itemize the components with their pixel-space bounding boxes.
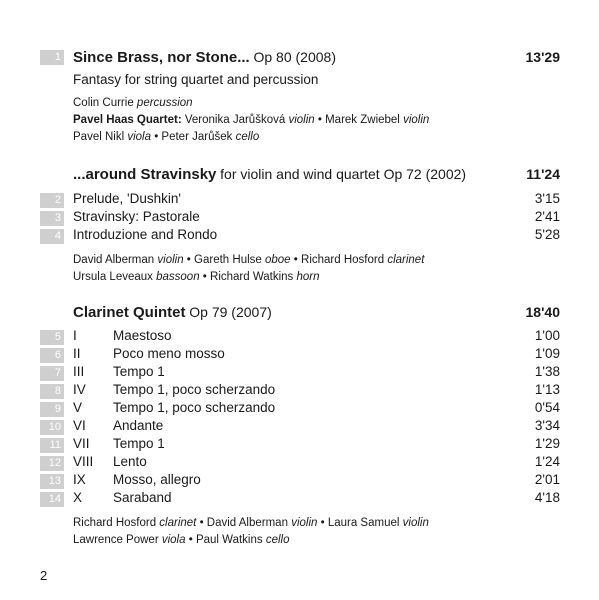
track-row: [40, 345, 560, 363]
track-duration: 1'38: [534, 364, 560, 379]
track-number: 13: [40, 474, 64, 489]
performer-name: Laura Samuel: [327, 517, 400, 529]
track-number: 1: [40, 50, 64, 65]
track-title: Prelude, 'Dushkin': [73, 191, 181, 206]
work-title-main: Clarinet Quintet: [73, 304, 186, 321]
movement-numeral: I: [73, 328, 77, 343]
work-since-brass: [40, 47, 560, 146]
work-opus: Op 80 (2008): [253, 49, 336, 65]
track-duration: 3'34: [534, 418, 560, 433]
performer-name: Gareth Hulse: [194, 254, 262, 266]
movement-numeral: X: [73, 490, 83, 505]
performer-role: violin: [402, 517, 429, 529]
track-duration: 1'09: [534, 346, 560, 361]
track-row: [40, 435, 560, 453]
track-number: 7: [40, 366, 64, 381]
track-title: Mosso, allegro: [113, 472, 201, 487]
performer-name: Ursula Leveaux: [73, 271, 153, 283]
track-number: 3: [40, 211, 64, 226]
credit-line: Pavel Haas Quartet: Veronika Jarůšková violin • Marek Zwiebel violin: [73, 114, 430, 126]
performer-role: violin: [157, 254, 184, 266]
performer-credits: [40, 515, 560, 549]
track-title: Poco meno mosso: [113, 346, 225, 361]
movement-numeral: V: [73, 400, 83, 415]
track-number: 11: [40, 438, 64, 453]
page-number: 2: [40, 568, 48, 583]
track-title: Tempo 1, poco scherzando: [113, 382, 276, 397]
track-number: 10: [40, 420, 64, 435]
performer-name: Veronika Jarůšková: [184, 114, 286, 126]
track-duration: 3'15: [534, 191, 560, 206]
track-duration: 4'18: [534, 490, 560, 505]
work-duration: 11'24: [526, 166, 560, 182]
movement-numeral: IV: [73, 382, 86, 397]
work-title-main: Since Brass, nor Stone...: [73, 49, 250, 66]
credit-line: Lawrence Power viola • Paul Watkins cello: [73, 534, 290, 546]
track-number: 6: [40, 348, 64, 363]
track-title: Maestoso: [113, 328, 172, 343]
track-number: 2: [40, 193, 64, 208]
credit-line: [73, 95, 560, 112]
performer-name: Richard Watkins: [210, 271, 294, 283]
performer-role: oboe: [265, 254, 291, 266]
performer-role: violin: [403, 114, 430, 126]
work-opus: for violin and wind quartet Op 72 (2002): [220, 166, 467, 182]
track-number: 8: [40, 384, 64, 399]
track-title: Stravinsky: Pastorale: [73, 209, 200, 224]
performer-role: clarinet: [387, 254, 425, 266]
track-number: 5: [40, 330, 64, 345]
performer-name: David Alberman: [206, 517, 288, 529]
performer-name: Pavel Nikl: [73, 131, 125, 143]
credit-line: Richard Hosford clarinet • David Alberman violin • Laura Samuel violin: [73, 517, 429, 529]
track-number: 4: [40, 229, 64, 244]
performer-credits: [40, 252, 560, 286]
track-duration: 2'01: [534, 472, 560, 487]
track-duration: 0'54: [534, 400, 560, 415]
track-list: [40, 327, 560, 507]
performer-role: viola: [161, 534, 186, 546]
work-header: [40, 47, 560, 67]
work-title: [73, 302, 272, 323]
movement-numeral: VI: [73, 418, 86, 433]
track-row: [40, 489, 560, 507]
track-title: Lento: [113, 454, 147, 469]
performer-role: cello: [235, 131, 260, 143]
performer-name: Peter Jarůšek: [161, 131, 233, 143]
track-row: [40, 381, 560, 399]
performer-name: Paul Watkins: [195, 534, 263, 546]
credit-line: Pavel Nikl viola • Peter Jarůšek cello: [73, 131, 260, 143]
track-title: Saraband: [113, 490, 172, 505]
track-title: Tempo 1, poco scherzando: [113, 400, 276, 415]
track-duration: 5'28: [534, 227, 560, 242]
movement-numeral: VII: [73, 436, 90, 451]
work-title: [73, 164, 466, 185]
performer-role: clarinet: [159, 517, 197, 529]
performer-role: cello: [265, 534, 290, 546]
credit-line: Ursula Leveaux bassoon • Richard Watkins horn: [73, 271, 320, 283]
work-header: [40, 164, 560, 184]
work-subtitle: Fantasy for string quartet and percussion: [73, 72, 319, 87]
track-title: Tempo 1: [113, 364, 165, 379]
work-duration: 13'29: [525, 49, 560, 65]
track-number: 12: [40, 456, 64, 471]
work-title: [73, 47, 336, 68]
track-row: [40, 453, 560, 471]
performer-name: Richard Hosford: [73, 517, 157, 529]
track-row: [40, 190, 560, 208]
track-title: Tempo 1: [113, 436, 165, 451]
ensemble-name: Pavel Haas Quartet:: [73, 114, 182, 126]
track-row: [40, 226, 560, 244]
track-number: 14: [40, 492, 64, 507]
performer-name: Richard Hosford: [301, 254, 385, 266]
movement-numeral: VIII: [73, 454, 94, 469]
track-row: [40, 417, 560, 435]
work-duration: 18'40: [525, 304, 560, 320]
track-duration: 1'29: [534, 436, 560, 451]
movement-numeral: II: [73, 346, 81, 361]
performer-name: Marek Zwiebel: [325, 114, 400, 126]
performer-name: David Alberman: [73, 254, 155, 266]
track-row: [40, 363, 560, 381]
work-title-main: ...around Stravinsky: [73, 166, 217, 183]
track-row: [40, 208, 560, 226]
track-title: Introduzione and Rondo: [73, 227, 218, 242]
performer-role: bassoon: [156, 271, 200, 283]
credit-line: David Alberman violin • Gareth Hulse oboe • Richard Hosford clarinet: [73, 254, 425, 266]
performer-role: violin: [288, 114, 315, 126]
movement-numeral: III: [73, 364, 85, 379]
track-duration: 2'41: [534, 209, 560, 224]
track-duration: 1'13: [534, 382, 560, 397]
performer-role: horn: [296, 271, 320, 283]
performer-role: violin: [291, 517, 318, 529]
track-title: Andante: [113, 418, 164, 433]
performer-role: viola: [127, 131, 151, 143]
performer-credits: [40, 95, 560, 146]
performer-role: percussion: [136, 97, 193, 109]
work-around-stravinsky: [40, 164, 560, 286]
track-row: [40, 327, 560, 345]
track-duration: 1'24: [534, 454, 560, 469]
track-row: [40, 399, 560, 417]
performer-name: Lawrence Power: [73, 534, 159, 546]
track-list: [40, 190, 560, 244]
performer-name: Colin Currie: [73, 97, 134, 109]
track-number: 9: [40, 402, 64, 417]
movement-numeral: IX: [73, 472, 86, 487]
track-row: [40, 471, 560, 489]
work-header: [40, 302, 560, 322]
work-opus: Op 79 (2007): [189, 304, 272, 320]
track-duration: 1'00: [534, 328, 560, 343]
work-clarinet-quintet: [40, 302, 560, 549]
